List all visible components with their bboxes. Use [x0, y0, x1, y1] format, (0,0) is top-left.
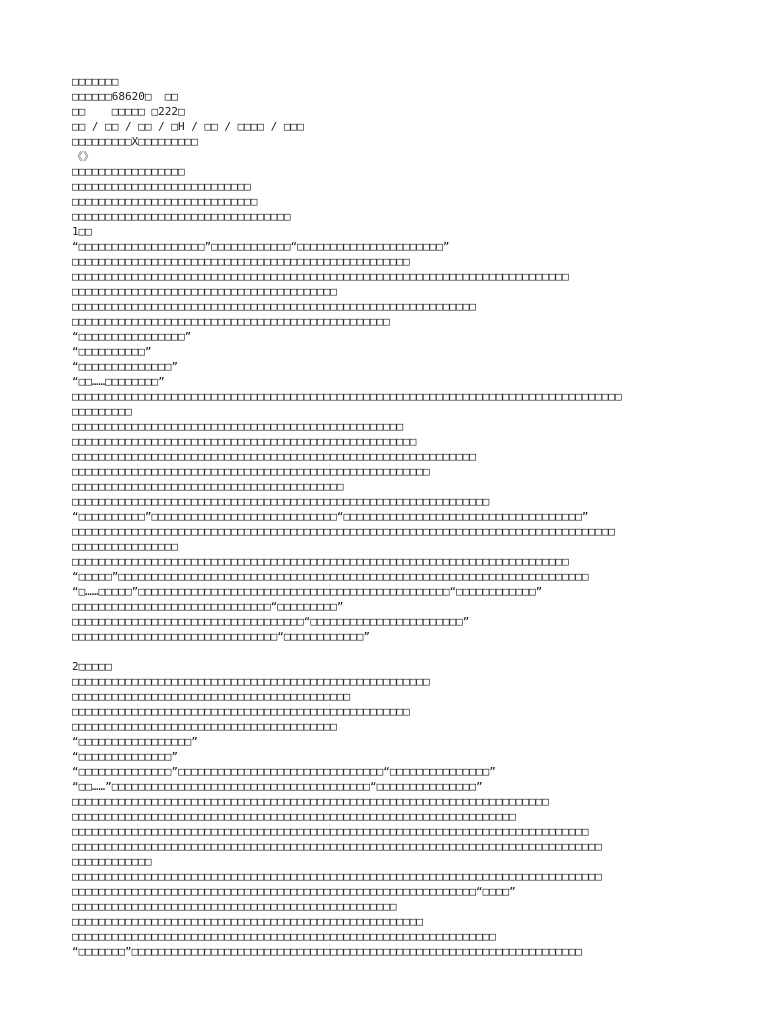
text-line: □□□□□□□□□□□□□□□□□□□□□□□□□□□□□□□□□□□□□□□□□□□□□□□□	[72, 315, 390, 328]
text-line: □□□□□□□□□□□□	[72, 855, 152, 868]
text-line: “□□□□□”□□□□□□□□□□□□□□□□□□□□□□□□□□□□□□□□□□□□□□□□□□□□□□□□□□□□□□□□□□□□□□□□□□□□□□□	[72, 570, 589, 583]
text-line: “□□□□□□□□□□□□□□□□□”	[72, 735, 198, 748]
text-line: □□□□□□□□□□□□□□□□□□□□□□□□□□□□□□□□□□□□□□□□□□□□□□□□□□	[72, 420, 404, 433]
text-line: □□□□□□□□□□□□□□□□	[72, 540, 178, 553]
text-line: “□□□□□□□□□□”	[72, 345, 152, 358]
text-line: “□□……□□□□□□□□”	[72, 375, 165, 388]
blank-line	[72, 644, 752, 659]
text-line: “□□□□□□□□□□□□□□”	[72, 750, 178, 763]
text-line: □□□□□□□	[72, 75, 119, 88]
text-line: □□□□□□□□□□□□□□□□□□□□□□□□□□□□□□□□□□□□□□□□□□□□□□□□□□□□□□	[72, 675, 430, 688]
text-line: “□……□□□□□”□□□□□□□□□□□□□□□□□□□□□□□□□□□□□□□□□□□□□□□□□□□□□□□“□□□□□□□□□□□□”	[72, 585, 543, 598]
text-line: □□□□□□□□□□□□□□□□□□□□□□□□□□□□□□□□□□□□□□□□□□□□□□□□□	[72, 900, 397, 913]
text-line: □□□□□□□□□□□□□□□□□□□□□□□□□□□□□□□□□□□□□□□□□□□□□□□□□□□□□□□□□□□□□□□□□□□□□□□□□□□	[72, 555, 569, 568]
text-line: □□□□□□□□□□□□□□□□□□□□□□□□□□□□□□□□□□□□□□□□□□□□□□□□□□□□□□□□□□□□□□□□□□□□□□□□□□□□□□□□	[72, 840, 602, 853]
text-line: □□□□□□□□□□□□□□□□□□□□□□□□□□□□□□“□□□□□□□□□”	[72, 600, 344, 613]
text-line: □□□□□□68620□ □□	[72, 90, 178, 103]
text-line: 2□□□□□	[72, 660, 112, 673]
text-line: □□□□□□□□□□□□□□□□□□□□□□□□□□□□□□□□□□□□□□□□□□□□□□□□□□□□□□	[72, 465, 430, 478]
text-line: □□□□□□□□□□□□□□□□□□□□□□□□□□□□□□□□□□□□□□□□	[72, 720, 337, 733]
text-line: □□□□□□□□□X□□□□□□□□□	[72, 135, 198, 148]
text-line: □□□□□□□□□□□□□□□□□□□□□□□□□□□□□□□□□□□□□□□□□□□□□□□□□□□	[72, 705, 410, 718]
text-line: □□□□□□□□□□□□□□□□□□□□□□□□□□□□□□□“□□□□□□□□□□□□”	[72, 630, 371, 643]
text-line: □□□□□□□□□□□□□□□□□□□□□□□□□□□□□□□□□□□“□□□□□□□□□□□□□□□□□□□□□□□”	[72, 615, 470, 628]
text-line: 《》	[72, 150, 94, 163]
text-line: “□□□□□□□□□□□□□□□□□□□”□□□□□□□□□□□□“□□□□□□□□□□□□□□□□□□□□□□”	[72, 240, 450, 253]
text-line: □□□□□□□□□□□□□□□□□□□□□□□□□□□□□□□□□□□□□□□□□□□□□□□□□□□	[72, 255, 410, 268]
text-line: □□□□□□□□□□□□□□□□□□□□□□□□□□□□□□□□□□□□□□□□□□□□□□□□□□□□□□□□□□□□□□□□□□□□□□□□□□□□□□	[72, 825, 589, 838]
text-line: □□□□□□□□□□□□□□□□□□□□□□□□□□□□	[72, 195, 258, 208]
text-line: “□□□□□□□□□□□□□□”□□□□□□□□□□□□□□□□□□□□□□□□□□□□□□□“□□□□□□□□□□□□□□□”	[72, 765, 496, 778]
text-line: □□□□□□□□□□□□□□□□□□□□□□□□□□□□□□□□□□□□□□□□□□	[72, 690, 351, 703]
text-line: □□□□□□□□□□□□□□□□□□□□□□□□□□□□□□□□□□□□□□□□□□□□□□□□□□□□□	[72, 915, 423, 928]
text-line: “□□□□□□□□□□”□□□□□□□□□□□□□□□□□□□□□□□□□□□□“□□□□□□□□□□□□□□□□□□□□□□□□□□□□□□□□□□□□”	[72, 510, 589, 523]
text-line: □□□□□□□□□□□□□□□□□□□□□□□□□□□□□□□□□□□□□□□□□□□□□□□□□□□□□□□□□□□□□□□□□□□□□□□□□□□□□□□□□□□	[72, 390, 622, 403]
document-body	[72, 74, 752, 959]
text-line: “□□……”□□□□□□□□□□□□□□□□□□□□□□□□□□□□□□□□□□□□□□□“□□□□□□□□□□□□□□□”	[72, 780, 483, 793]
text-line: □□□□□□□□□□□□□□□□□□□□□□□□□□□□□□□□□□□□□□□□□□□□□□□□□□□□□□□□□□□□□□□□□□□□□□□□□□□□□□□□	[72, 870, 602, 883]
text-line: □□ □□□□□ □222□	[72, 105, 185, 118]
text-line: “□□□□□□□□□□□□□□□□”	[72, 330, 192, 343]
text-line: □□□□□□□□□□□□□□□□□□□□□□□□□□□□□□□□□□□□□□□□□□□□□□□□□□□□	[72, 435, 417, 448]
text-line: □□□□□□□□□□□□□□□□□□□□□□□□□□□□□□□□□	[72, 210, 291, 223]
text-line: □□□□□□□□□□□□□□□□□□□□□□□□□□□□□□□□□□□□□□□□□□□□□□□□□□□□□□□□□□□□□□□□	[72, 930, 496, 943]
text-line: □□□□□□□□□□□□□□□□□□□□□□□□□□□□□□□□□□□□□□□□□□□□□□□□□□□□□□□□□□□□□□□□□□□	[72, 810, 516, 823]
text-line: 1□□	[72, 225, 92, 238]
text-line: □□□□□□□□□□□□□□□□□□□□□□□□□□□□□□□□□□□□□□□□	[72, 285, 337, 298]
text-line: □□□□□□□□□□□□□□□□□□□□□□□□□□□□□□□□□□□□□□□□□□□□□□□□□□□□□□□□□□□□□□□	[72, 495, 490, 508]
text-line: □□□□□□□□□□□□□□□□□	[72, 165, 185, 178]
text-line: “□□□□□□□”□□□□□□□□□□□□□□□□□□□□□□□□□□□□□□□□□□□□□□□□□□□□□□□□□□□□□□□□□□□□□□□□□□□□	[72, 945, 582, 958]
text-line: □□□□□□□□□□□□□□□□□□□□□□□□□□□□□□□□□□□□□□□□□□□□□□□□□□□□□□□□□□□□□□□□□□□□□□□□	[72, 795, 549, 808]
text-line: □□□□□□□□□□□□□□□□□□□□□□□□□□□□□□□□□□□□□□□□□□□□□□□□□□□□□□□□□□□□□□□□□□□□□□□□□□□	[72, 270, 569, 283]
text-line: □□□□□□□□□□□□□□□□□□□□□□□□□□□□□□□□□□□□□□□□□□□□□□□□□□□□□□□□□□□□□□□□□□□□□□□□□□□□□□□□□□	[72, 525, 616, 538]
text-line: “□□□□□□□□□□□□□□”	[72, 360, 178, 373]
text-line: □□□□□□□□□□□□□□□□□□□□□□□□□□□□□□□□□□□□□□□□□□□□□□□□□□□□□□□□□□□□□“□□□□”	[72, 885, 516, 898]
text-line: □□□□□□□□□□□□□□□□□□□□□□□□□□□□□□□□□□□□□□□□□□□□□□□□□□□□□□□□□□□□□	[72, 300, 476, 313]
text-line: □□ / □□ / □□ / □H / □□ / □□□□ / □□□	[72, 120, 304, 133]
text-line: □□□□□□□□□□□□□□□□□□□□□□□□□□□□□□□□□□□□□□□□□	[72, 480, 344, 493]
text-line: □□□□□□□□□	[72, 405, 132, 418]
text-line: □□□□□□□□□□□□□□□□□□□□□□□□□□□	[72, 180, 251, 193]
text-line: □□□□□□□□□□□□□□□□□□□□□□□□□□□□□□□□□□□□□□□□□□□□□□□□□□□□□□□□□□□□□	[72, 450, 476, 463]
